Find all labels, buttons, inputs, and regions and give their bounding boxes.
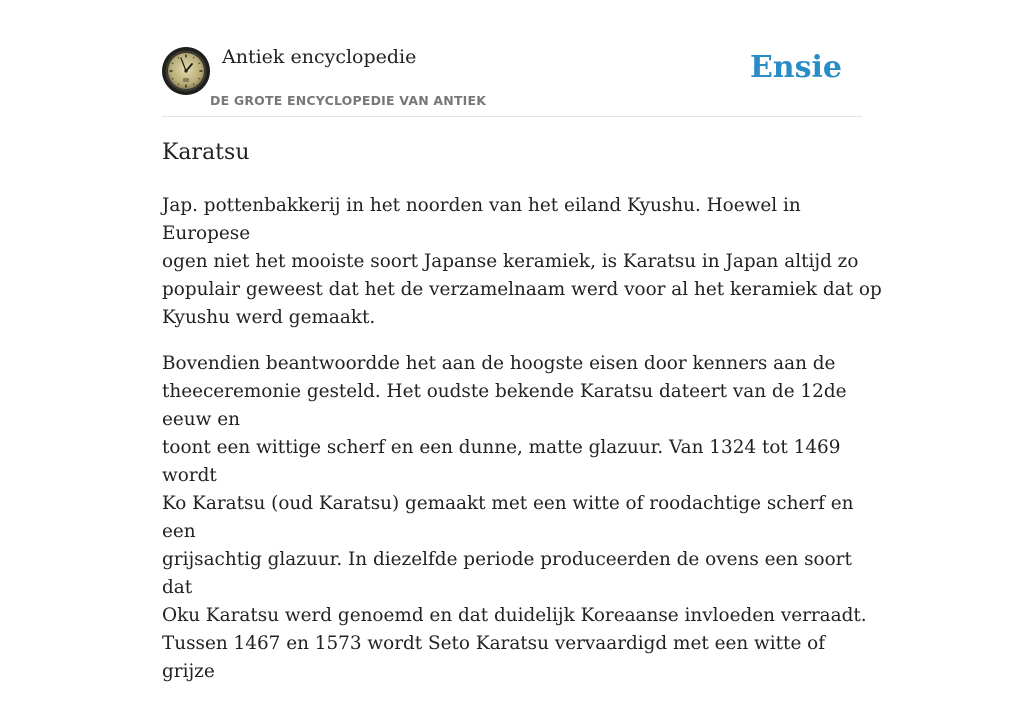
brand-logo-link[interactable]: Ensie <box>749 50 842 85</box>
site-subtitle: DE GROTE ENCYCLOPEDIE VAN ANTIEK <box>210 93 487 108</box>
article-paragraph <box>162 192 882 332</box>
site-title[interactable]: Antiek encyclopedie <box>222 46 417 68</box>
paragraph-line: Bovendien beantwoordde het aan de hoogste eisen door kenners aan de <box>162 353 836 374</box>
paragraph-line: grijsachtig glazuur. In diezelfde periode produceerden de ovens een soort dat <box>162 549 852 598</box>
site-header <box>162 0 862 117</box>
article-paragraph <box>162 350 882 686</box>
paragraph-line: Kyushu werd gemaakt. <box>162 307 376 328</box>
paragraph-line: populair geweest dat het de verzamelnaam werd voor al het keramiek dat op <box>162 279 882 300</box>
article-title: Karatsu <box>162 140 250 165</box>
clock-icon[interactable] <box>162 47 210 95</box>
article-body <box>162 192 882 704</box>
paragraph-line: Jap. pottenbakkerij in het noorden van het eiland Kyushu. Hoewel in Europese <box>162 195 801 244</box>
paragraph-line: Oku Karatsu werd genoemd en dat duidelijk Koreaanse invloeden verraadt. <box>162 605 867 626</box>
paragraph-line: Ko Karatsu (oud Karatsu) gemaakt met een witte of roodachtige scherf en een <box>162 493 854 542</box>
paragraph-line: ogen niet het mooiste soort Japanse keramiek, is Karatsu in Japan altijd zo <box>162 251 859 272</box>
paragraph-line: toont een wittige scherf en een dunne, matte glazuur. Van 1324 tot 1469 wordt <box>162 437 841 486</box>
paragraph-line: Tussen 1467 en 1573 wordt Seto Karatsu vervaardigd met een witte of grijze <box>162 633 826 682</box>
paragraph-line: theeceremonie gesteld. Het oudste bekende Karatsu dateert van de 12de eeuw en <box>162 381 847 430</box>
